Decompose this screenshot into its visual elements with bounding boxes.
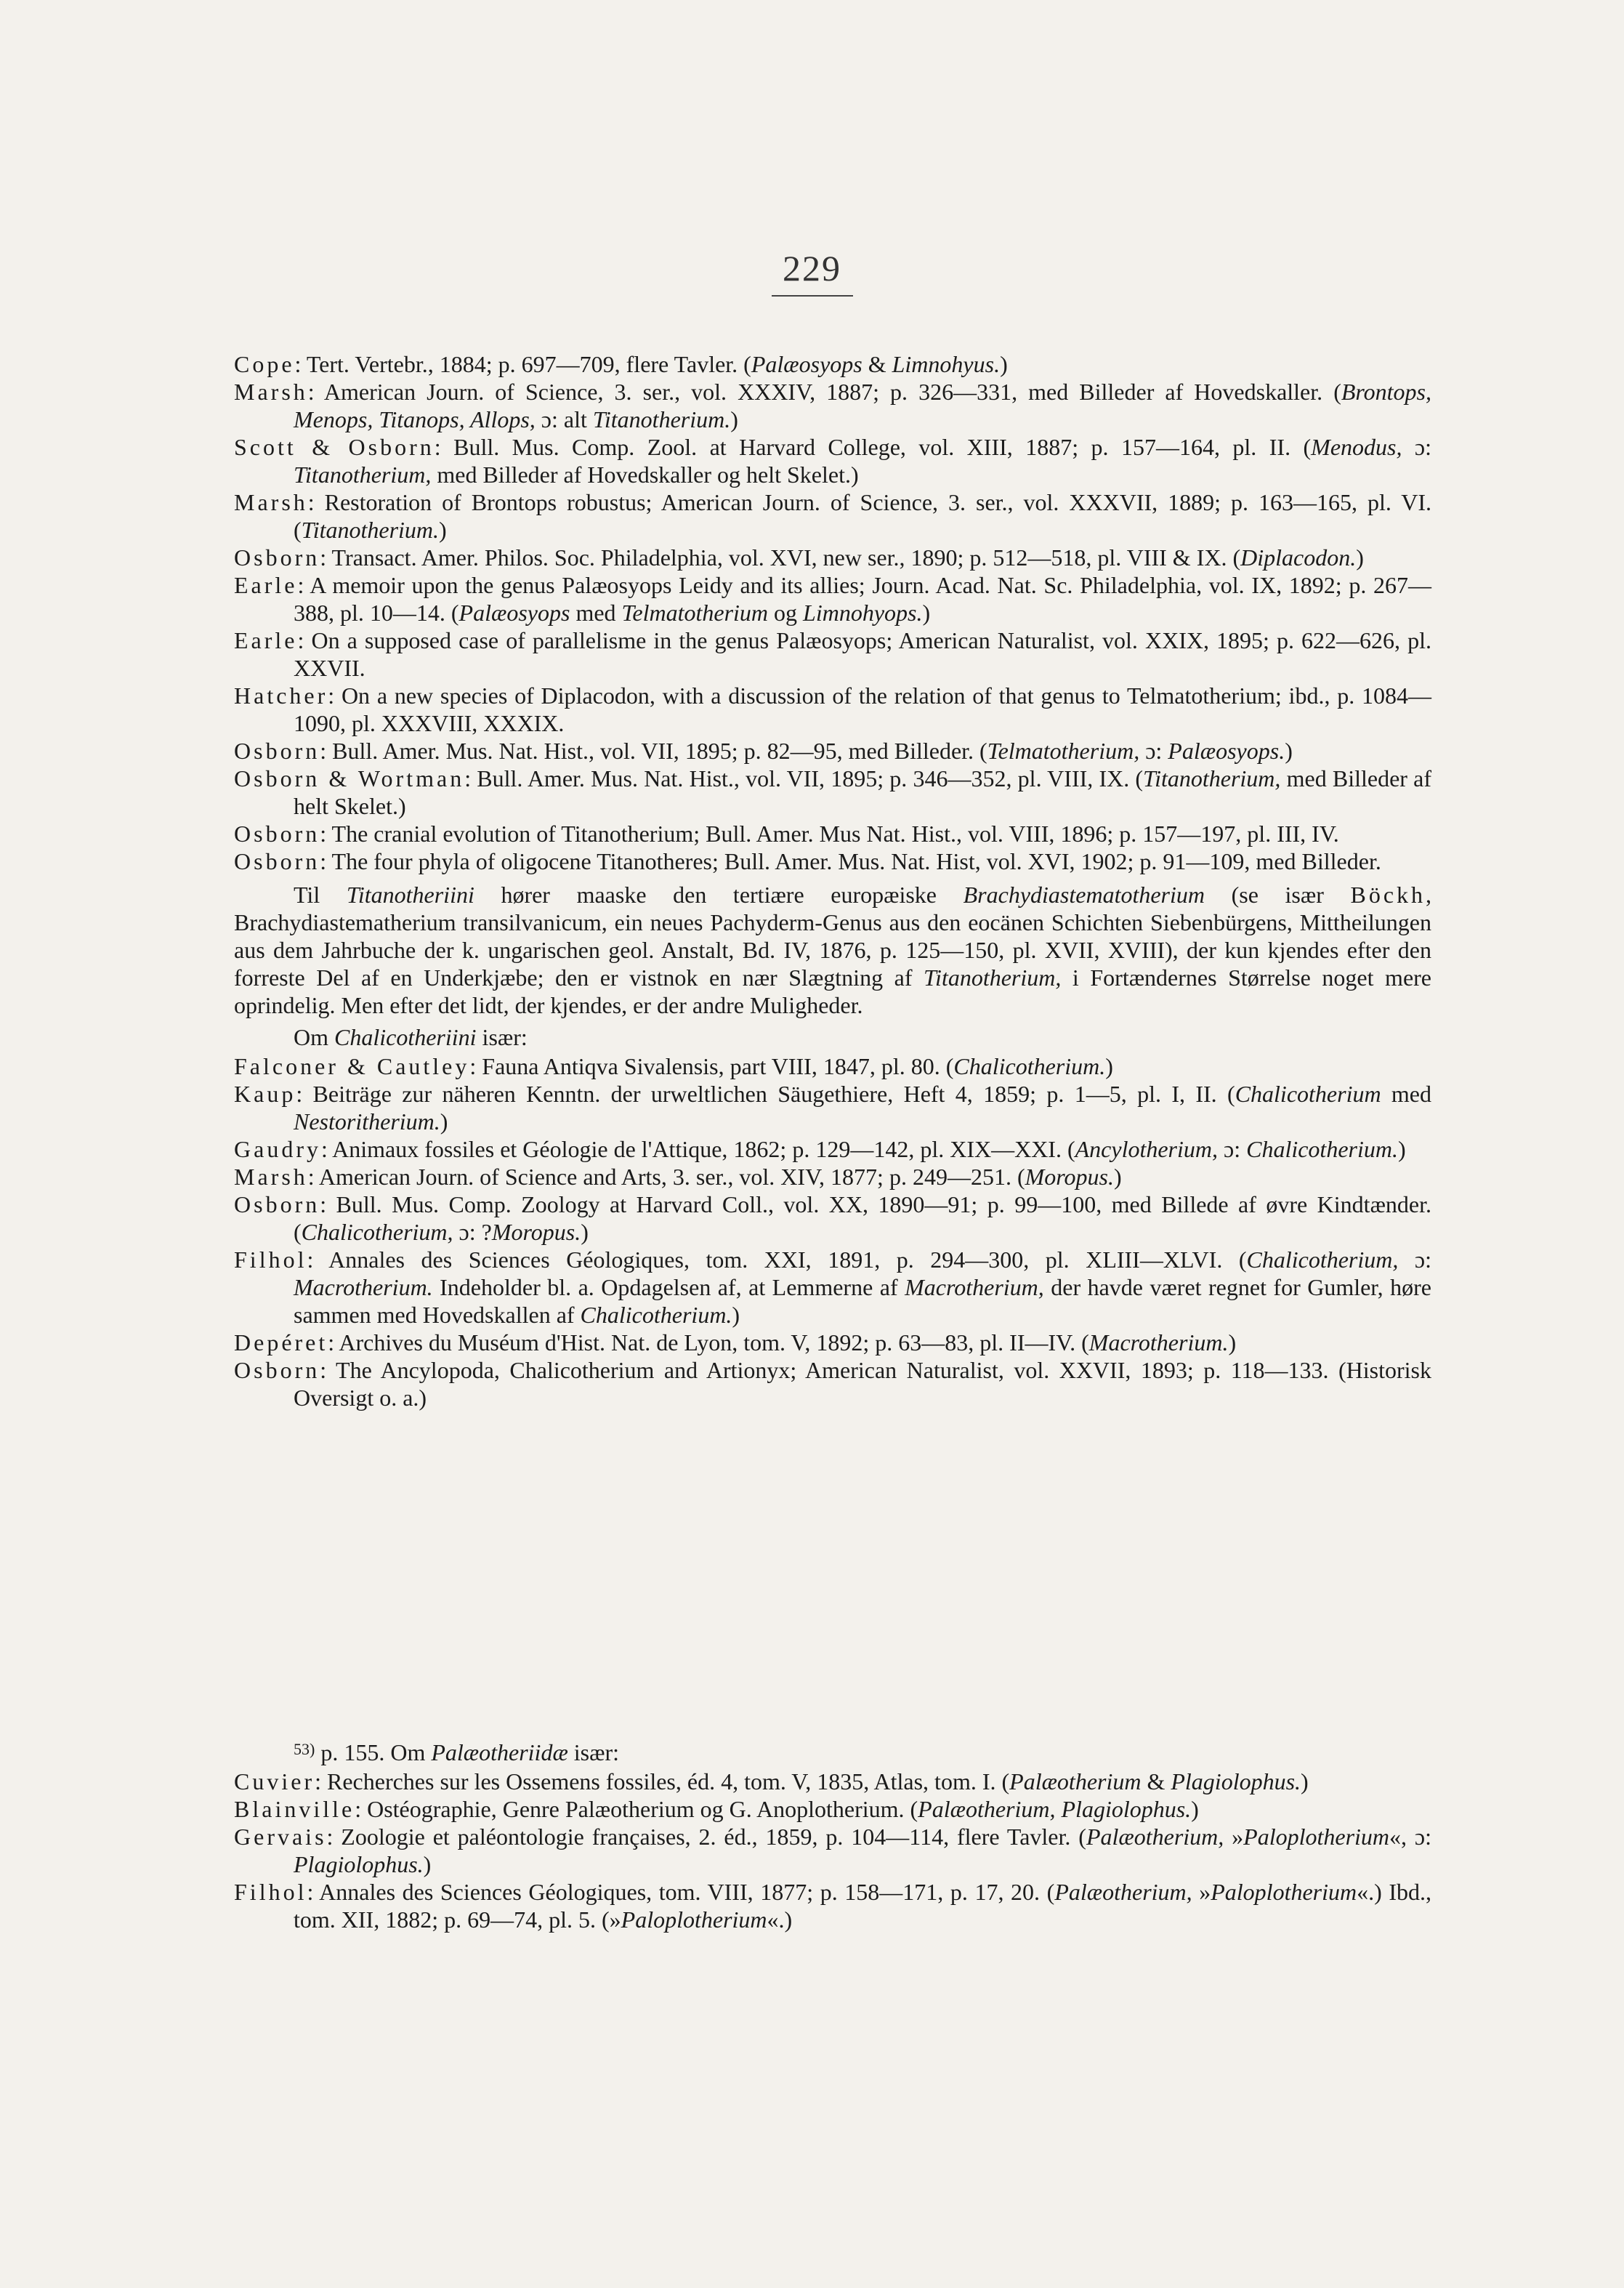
taxon-name: Palæotherium, [1086,1824,1224,1850]
text-run: «.) Ibd., tom. XII, 1882; p. 69—74, pl. 5. (» [294,1879,1432,1933]
taxon-name: Brachydiastematotherium [963,882,1205,908]
taxon-name: Nestoritherium. [294,1108,440,1135]
text-run: med Billeder af helt Skelet.) [294,765,1431,819]
taxon-name: Titanotherium. [592,406,731,432]
taxon-name: Palæosyops [751,351,863,377]
taxon-name: Palæosyops. [1168,738,1285,764]
text-run: : A memoir upon the genus Palæosyops Leidy and its allies; Journ. Acad. Nat. Sc. Philadelphia, vol. IX, 1892; p. 267—388, pl. 10—14. ( [294,572,1431,626]
reference-entry [234,1823,1431,1878]
reference-entry [234,571,1431,627]
text-run: : On a new species of Diplacodon, with a discussion of the relation of that genus to Telmatotherium; ibd., p. 1084—1090, pl. XXXVIII, XXXIX. [294,682,1431,736]
text-run: : Annales des Sciences Géologiques, tom. VIII, 1877; p. 158—171, p. 17, 20. ( [307,1879,1055,1905]
taxon-name: Brontops, Menops, Titanops, Allops, [294,379,1431,432]
author-name: Osborn [234,738,320,764]
taxon-name: Chalicotherium [1235,1081,1381,1107]
text-run: ) [730,406,738,432]
text-run: ) [1000,351,1008,377]
author-name: Osborn [234,821,320,847]
text-run: : Bull. Mus. Comp. Zoology at Harvard Coll., vol. XX, 1890—91; p. 99—100, med Billede af øvre Kindtænder. ( [294,1191,1431,1245]
footnote-intro [234,1736,1431,1766]
author-name: Böckh [1350,882,1426,908]
reference-entry [234,1329,1431,1356]
author-name: Filhol [234,1879,307,1905]
text-run: ) [732,1302,740,1328]
taxon-name: Paloplotherium [621,1906,767,1933]
author-name: Marsh [234,1164,308,1190]
taxon-name: Chalicotherium. [580,1302,732,1328]
text-run: ) [1301,1768,1309,1794]
text-run: : Bull. Mus. Comp. Zool. at Harvard College, vol. XIII, 1887; p. 157—164, pl. II. ( [434,434,1312,460]
text-run: (se især [1205,882,1351,908]
section-intro [234,1023,1431,1051]
text-run: ) [423,1851,432,1877]
text-run: : Bull. Amer. Mus. Nat. Hist., vol. VII, 1895; p. 346—352, pl. VIII, IX. ( [464,765,1144,791]
text-run: : Annales des Sciences Géologiques, tom. XXI, 1891, p. 294—300, pl. XLIII—XLVI. ( [307,1246,1247,1273]
taxon-name: Titanotherium, [294,462,432,488]
author-name: Osborn [234,1357,320,1383]
taxon-name: Moropus. [1025,1164,1114,1190]
text-run: & [1141,1768,1171,1794]
taxon-name: Telmatotherium [621,600,769,626]
text-run: : On a supposed case of parallelisme in the genus Palæosyops; American Naturalist, vol. XXIX, 1895; p. 622—626, pl. XXVII. [294,627,1431,681]
taxon-name: Ancylotherium, [1075,1136,1218,1162]
text-run: ɔ: ? [453,1219,492,1245]
reference-entry [234,1768,1431,1795]
author-name: Gervais [234,1824,327,1850]
text-run: : Archives du Muséum d'Hist. Nat. de Lyon, tom. V, 1892; p. 63—83, pl. II—IV. ( [328,1329,1089,1356]
author-name: Kaup [234,1081,296,1107]
text-run: i Fortændernes Størrelse noget mere oprindelig. Men efter det lidt, der kjendes, er der andre Muligheder. [234,964,1431,1018]
reference-entry [234,350,1431,378]
reference-entry [234,1163,1431,1191]
reference-entry [234,544,1431,571]
text-run: : Zoologie et paléontologie françaises, 2. éd., 1859, p. 104—114, flere Tavler. ( [326,1824,1086,1850]
reference-entry [234,1080,1431,1135]
author-name: Osborn & Wortman [234,765,465,791]
text-run: Om [294,1024,334,1050]
author-name: Earle [234,627,298,653]
taxon-name: Palæotherium, [1054,1879,1192,1905]
taxon-name: Telmatotherium, [987,738,1140,764]
taxon-name: Chalicotheriini [334,1024,477,1050]
text-run: , Brachydiastematherium transilvanicum, ein neues Pachyderm-Genus aus den eocänen Schichten Siebenbürgens, Mittheilungen aus dem Jahrbuche der k. ungarischen geol. Anstalt, Bd. IV, 1876, p. 125—150, pl. XVII, XVIII), der kun kjendes efter den forreste Del af en Underkjæbe; den er vistnok en nær Slægtning af [234,882,1432,991]
page-number-rule [772,295,853,297]
taxon-name: Paloplotherium [1243,1824,1390,1850]
text-run: & [862,351,892,377]
taxon-name: Chalicotherium, [301,1219,453,1245]
taxon-name: Limnohyops. [803,600,923,626]
reference-entry [234,1795,1431,1823]
taxon-name: Plagiolophus. [1171,1768,1301,1794]
author-name: Osborn [234,848,320,874]
text-run: ) [1113,1164,1122,1190]
text-run: : American Journ. of Science and Arts, 3. ser., vol. XIV, 1877; p. 249—251. ( [307,1164,1025,1190]
text-run: ) [581,1219,589,1245]
text-run: : Tert. Vertebr., 1884; p. 697—709, flere Tavler. ( [294,351,751,377]
text-run: især: [476,1024,528,1050]
text-run: ɔ: [1139,738,1168,764]
text-run: : The four phyla of oligocene Titanotheres; Bull. Amer. Mus. Nat. Hist, vol. XVI, 1902; p. 91—109, med Billeder. [320,848,1381,874]
text-run: ) [922,600,931,626]
text-run: ) [439,517,447,543]
author-name: Cope [234,351,295,377]
author-name: Cuvier [234,1768,315,1794]
text-run: ) [1397,1136,1406,1162]
taxon-name: Titanotheriini [346,882,474,908]
author-name: Gaudry [234,1136,321,1162]
text-run: med [570,600,622,626]
taxon-name: Chalicotherium, [1246,1246,1399,1273]
text-run: ɔ: [1398,1246,1431,1273]
text-run: ɔ: alt [535,406,593,432]
text-run: : The Ancylopoda, Chalicotherium and Artionyx; American Naturalist, vol. XXVII, 1893; p. 118—133. (Historisk Oversigt o. a.) [294,1357,1431,1411]
text-run: : American Journ. of Science, 3. ser., vol. XXXIV, 1887; p. 326—331, med Billeder af Hovedskaller. ( [307,379,1341,405]
taxon-name: Macrotherium, [905,1274,1044,1300]
taxon-name: Chalicotherium. [1246,1136,1398,1162]
author-name: Osborn [234,544,320,571]
reference-entry [234,1191,1431,1246]
taxon-name: Plagiolophus. [294,1851,424,1877]
text-run: med [1381,1081,1432,1107]
author-name: Earle [234,572,298,598]
text-run: : Ostéographie, Genre Palæotherium og G. Anoplotherium. ( [355,1796,918,1822]
text-run: «, ɔ: [1389,1824,1432,1850]
reference-entry [234,627,1431,682]
reference-entry [234,1356,1431,1411]
text-run: : Recherches sur les Ossemens fossiles, éd. 4, tom. V, 1835, Atlas, tom. I. ( [315,1768,1010,1794]
reference-entry [234,682,1431,737]
reference-entry [234,488,1431,544]
text-run: ) [1285,738,1293,764]
text-run: hører maaske den tertiære europæiske [474,882,964,908]
reference-entry [234,1878,1431,1933]
taxon-name: Titanotherium, [924,964,1062,991]
text-run: : Fauna Antiqva Sivalensis, part VIII, 1847, pl. 80. ( [469,1053,954,1079]
reference-entry [234,765,1431,820]
text-run: Til [294,882,347,908]
author-name: Falconer & Cautley [234,1053,470,1079]
text-run: : The cranial evolution of Titanotherium; Bull. Amer. Mus Nat. Hist., vol. VIII, 1896; p. 157—197, pl. III, IV. [320,821,1339,847]
taxon-name: Palæotherium [1009,1768,1142,1794]
titanotheriidae-references [234,350,1431,1411]
taxon-name: Palæotheriidæ [431,1739,568,1765]
author-name: Depéret [234,1329,328,1356]
author-name: Scott & Osborn [234,434,435,460]
palaeotheriidae-references [234,1736,1431,1933]
author-name: Hatcher [234,682,328,709]
reference-entry [234,820,1431,847]
text-run: især: [567,1739,620,1765]
text-run: ) [1105,1053,1113,1079]
text-run: med Billeder af Hovedskaller og helt Skelet.) [431,462,859,488]
text-run: der havde været regnet for Gumler, høre sammen med Hovedskallen af [294,1274,1432,1328]
reference-entry [234,737,1431,765]
text-run: : Transact. Amer. Philos. Soc. Philadelphia, vol. XVI, new ser., 1890; p. 512—518, pl. VIII & IX. ( [320,544,1241,571]
reference-entry [234,847,1431,875]
taxon-name: Palæotherium, Plagiolophus. [918,1796,1192,1822]
text-run: «.) [767,1906,793,1933]
text-run: p. 155. Om [315,1739,432,1765]
taxon-name: Moropus. [491,1219,581,1245]
text-run: » [1224,1824,1244,1850]
text-run: : Restoration of Brontops robustus; American Journ. of Science, 3. ser., vol. XXXVII, 1889; p. 163—165, pl. VI. ( [294,489,1431,543]
taxon-name: Macrotherium. [1088,1329,1229,1356]
taxon-name: Paloplotherium [1211,1879,1357,1905]
author-name: Blainville [234,1796,355,1822]
author-name: Marsh [234,379,308,405]
text-run: ɔ: [1218,1136,1247,1162]
text-run: ) [1191,1796,1199,1822]
note-number: 53) [294,1740,315,1758]
page-number: 229 [783,248,841,289]
taxon-name: Macrotherium. [294,1274,433,1300]
text-run: ɔ: [1402,434,1432,460]
text-run: : Animaux fossiles et Géologie de l'Attique, 1862; p. 129—142, pl. XIX—XXI. ( [320,1136,1075,1162]
reference-entry [234,378,1431,433]
author-name: Osborn [234,1191,320,1217]
text-run: ) [440,1108,448,1135]
taxon-name: Limnohyus. [892,351,1001,377]
author-name: Marsh [234,489,308,515]
taxon-name: Palæosyops [458,600,570,626]
text-run: ) [1356,544,1364,571]
taxon-name: Chalicotherium. [953,1053,1106,1079]
reference-entry [234,1135,1431,1163]
text-run: : Bull. Amer. Mus. Nat. Hist., vol. VII, 1895; p. 82—95, med Billeder. ( [320,738,987,764]
text-run: og [768,600,804,626]
reference-entry [234,433,1431,488]
taxon-name: Titanotherium, [1143,765,1281,791]
paragraph [234,881,1431,1019]
text-run: : Beiträge zur näheren Kenntn. der urweltlichen Säugethiere, Heft 4, 1859; p. 1—5, pl. I, II. ( [296,1081,1235,1107]
reference-entry [234,1246,1431,1329]
reference-entry [234,1052,1431,1080]
taxon-name: Diplacodon. [1240,544,1357,571]
text-run: » [1192,1879,1211,1905]
author-name: Filhol [234,1246,307,1273]
taxon-name: Menodus, [1311,434,1402,460]
text-run: ) [1228,1329,1237,1356]
text-run: Indeholder bl. a. Opdagelsen af, at Lemmerne af [432,1274,905,1300]
taxon-name: Titanotherium. [301,517,440,543]
